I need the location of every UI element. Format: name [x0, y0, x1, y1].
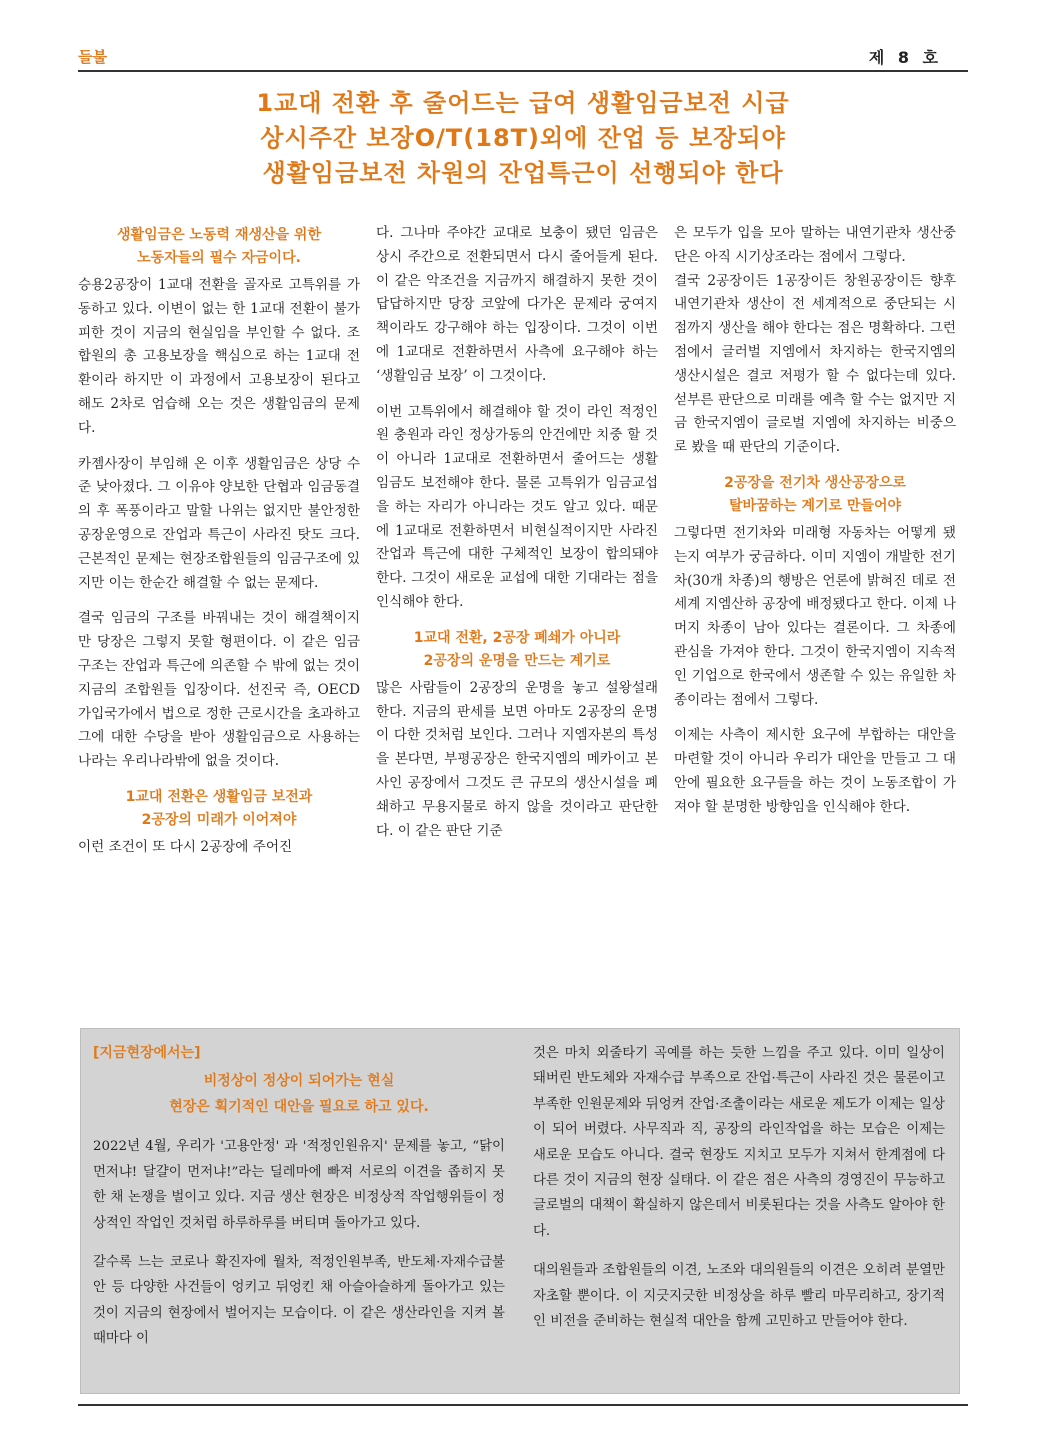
column-3	[674, 222, 956, 820]
subheading-line: 탈바꿈하는 계기로 만들어야	[728, 497, 902, 514]
paragraph: 승용2공장이 1교대 전환을 골자로 고특위를 가동하고 있다. 이변이 없는 한 1교대 전환이 불가피한 것이 지금의 현실임을 부인할 수 없다. 조합원의 총 고용보장을 핵심으로 하는 1교대 전환이라 하지만 이 과정에서 고용보장이 된다고 해도 2차로 엄습해 오는 것은 생활임금의 문제다.	[78, 277, 360, 436]
box-column-1	[93, 1041, 505, 1366]
paragraph: 그렇다면 전기차와 미래형 자동차는 어떻게 됐는지 여부가 궁금하다. 이미 지엠이 개발한 전기차(30개 차종)의 행방은 언론에 밝혀진 데로 전세계 지엠산하 공장에 배정됐다고 한다. 이제 나머지 차종이 남아 있다는 결론이다. 그 차종에 관심을 가져야 한다. 그것이 한국지엠이 지속적인 기업으로 한국에서 생존할 수 있는 유일한 차종이라는 점에서 그렇다.	[674, 524, 956, 708]
issue-number: 제 8 호	[868, 48, 942, 67]
subheading-line: 노동자들의 필수 자금이다.	[137, 250, 301, 266]
paragraph: 이번 고특위에서 해결해야 할 것이 라인 적정인원 충원과 라인 정상가동의 안건에만 치중 할 것이 아니라 1교대로 전환하면서 줄어드는 생활 임금도 보전해야 한다. 물론 고특위가 임금교섭을 하는 자리가 아니라는 것도 알고 있다. 때문에 1교대로 전환하면서 비현실적이지만 사라진 잔업과 특근에 대한 구체적인 보장이 합의돼야 한다. 그것이 새로운 교섭에 대한 기대라는 점을 인식해야 한다.	[376, 403, 658, 610]
article-columns	[78, 222, 968, 992]
bottom-rule	[78, 1404, 968, 1406]
subheading	[78, 786, 360, 832]
box-tag: [지금현장에서는]	[93, 1045, 201, 1061]
headline	[78, 86, 968, 191]
paragraph: 결국 2공장이든 1공장이든 창원공장이든 향후 내연기관차 생산이 전 세계적으로 중단되는 시점까지 생산을 해야 한다는 점은 명확하다. 그런 점에서 글러벌 지엠에서 차지하는 한국지엠의 생산시설은 결코 저평가 할 수 없다는데 있다. 섣부른 판단으로 미래를 예측 할 수는 없지만 지금 한국지엠이 글로벌 지엠에 차지하는 비중으로 봤을 때 판단의 기준이다.	[674, 272, 956, 456]
paragraph: 대의원들과 조합원들의 이견, 노조와 대의원들의 이견은 오히려 분열만 자초할 뿐이다. 이 지긋지긋한 비정상을 하루 빨리 마무리하고, 장기적인 비전을 준비하는 현실적 대안을 함께 고민하고 만들어야 한다.	[533, 1263, 945, 1330]
subheading-line: 1교대 전환, 2공장 폐쇄가 아니라	[413, 629, 621, 646]
paragraph: 이제는 사측이 제시한 요구에 부합하는 대안을 마련할 것이 아니라 우리가 대안을 만들고 그 대안에 필요한 요구들을 하는 것이 노동조합이 가져야 할 분명한 방향임을 인식해야 한다.	[674, 727, 956, 815]
paragraph: 결국 임금의 구조를 바꿔내는 것이 해결책이지만 당장은 그렇지 못할 형편이다. 이 같은 임금구조는 잔업과 특근에 의존할 수 밖에 없는 것이 지금의 조합원들 입장이다. 선진국 즉, OECD 가입국가에서 법으로 정한 근로시간을 초과하고 그에 대한 수당을 받아 생활임금으로 사용하는 나라는 우리나라밖에 없을 것이다.	[78, 610, 360, 770]
paragraph: 다. 그나마 주야간 교대로 보충이 됐던 임금은 상시 주간으로 전환되면서 다시 줄어들게 된다. 이 같은 악조건을 지금까지 해결하지 못한 것이 답답하지만 당장 코앞에 다가온 문제라 궁여지책이라도 강구해야 하는 입장이다. 그것이 이번에 1교대로 전환하면서 사측에 요구해야 하는 ‘생활임금 보장’ 이 그것이다.	[376, 225, 658, 384]
box-column-2	[533, 1041, 945, 1348]
page-header	[78, 44, 968, 72]
headline-line: 상시주간 보장O/T(18T)외에 잔업 등 보장되야	[260, 124, 786, 152]
subheading-line: 1교대 전환은 생활임금 보전과	[125, 788, 313, 805]
publication-name: 들불	[78, 48, 107, 66]
subheading-line: 2공장의 미래가 이어져야	[141, 811, 297, 828]
column-1	[78, 222, 360, 860]
field-report-box	[80, 1028, 960, 1394]
headline-line: 1교대 전환 후 줄어드는 급여 생활임금보전 시급	[256, 89, 790, 117]
paragraph: 많은 사람들이 2공장의 운명을 놓고 설왕설래 한다. 지금의 판세를 보면 아마도 2공장의 운명이 다한 것처럼 보인다. 그러나 지엠자본의 특성을 본다면, 부평공장은 한국지엠의 메카이고 본사인 공장에서 그것도 큰 규모의 생산시설을 폐쇄하고 무용지물로 하지 않을 것이라고 판단한다. 이 같은 판단 기준	[376, 679, 658, 839]
subheading	[78, 224, 360, 270]
paragraph: 은 모두가 입을 모아 말하는 내연기관차 생산중단은 아직 시기상조라는 점에서 그렇다.	[674, 225, 956, 265]
paragraph: 것은 마치 외줄타기 곡예를 하는 듯한 느낌을 주고 있다. 이미 일상이 돼버린 반도체와 자재수급 부족으로 잔업·특근이 사라진 것은 물론이고 부족한 인원문제와 뒤엉켜 잔업·조출이라는 새로운 제도가 이제는 일상이 되어 버렸다. 사무직과 직, 공장의 라인작업을 하는 모습은 이제는 새로운 모습도 아니다. 결국 현장도 지치고 모두가 지쳐서 한계점에 다다른 것이 지금의 현장 실태다. 이 같은 점은 사측의 경영진이 무능하고 글로벌의 대책이 확실하지 않은데서 비롯된다는 것을 사측도 알아야 한다.	[533, 1046, 945, 1239]
subheading-line: 2공장의 운명을 만드는 계기로	[423, 652, 611, 669]
paragraph: 이런 조건이 또 다시 2공장에 주어진	[78, 838, 293, 855]
paragraph: 2022년 4월, 우리가 '고용안정' 과 '적정인원유지' 문제를 놓고, “닭이 먼저냐! 달걀이 먼저냐!”라는 딜레마에 빠져 서로의 이견을 좁히지 못한 채 논쟁을 벌이고 있다. 지금 생산 현장은 비정상적 작업행위들이 정상적인 작업인 것처럼 하루하루를 버티며 돌아가고 있다.	[93, 1139, 505, 1231]
paragraph: 갈수록 느는 코로나 확진자에 월차, 적정인원부족, 반도체·자재수급불안 등 다양한 사건들이 엉키고 뒤엉킨 채 아슬아슬하게 돌아가고 있는 것이 지금의 현장에서 벌어지는 모습이다. 이 같은 생산라인을 지켜 볼 때마다 이	[93, 1255, 505, 1347]
subheading	[674, 472, 956, 518]
column-2	[376, 222, 658, 843]
paragraph: 카젬사장이 부임해 온 이후 생활임금은 상당 수준 낮아졌다. 그 이유야 양보한 단협과 임금동결의 후 폭풍이라고 말할 나위는 없지만 불안정한 공장운영으로 잔업과 특근이 사라진 탓도 크다. 근본적인 문제는 현장조합원들의 임금구조에 있지만 이는 한순간 해결할 수 없는 문제다.	[78, 455, 360, 591]
box-title-line: 비정상이 정상이 되어가는 현실	[203, 1073, 395, 1090]
subheading-line: 2공장을 전기차 생산공장으로	[724, 474, 906, 491]
subheading	[376, 627, 658, 673]
box-title	[93, 1068, 505, 1120]
subheading-line: 생활임금은 노동력 재생산을 위한	[117, 227, 321, 243]
headline-line: 생활임금보전 차원의 잔업특근이 선행되야 한다	[262, 159, 784, 187]
box-title-line: 현장은 획기적인 대안을 필요로 하고 있다.	[169, 1099, 429, 1116]
